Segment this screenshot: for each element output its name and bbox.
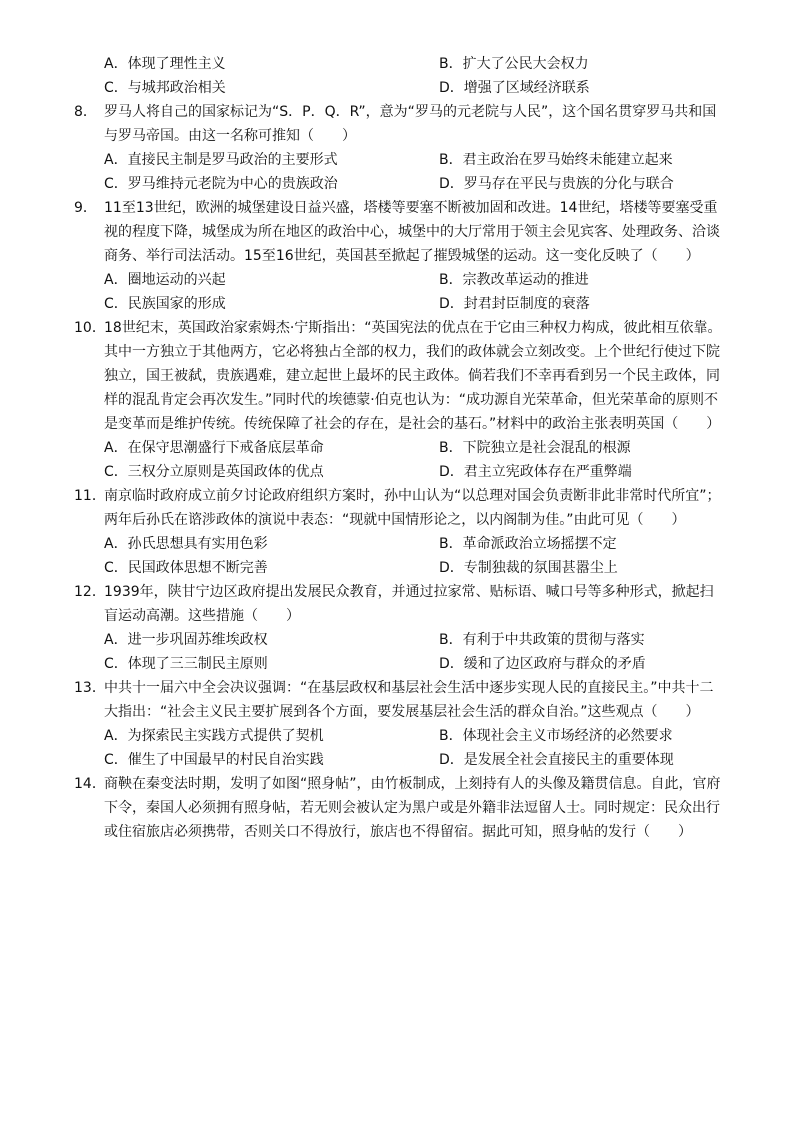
question-stem — [74, 196, 722, 268]
answer-option[interactable]: B．君主政治在罗马始终未能建立起来 — [439, 152, 673, 168]
answer-option[interactable]: D．罗马存在平民与贵族的分化与联合 — [439, 176, 674, 192]
question-item — [74, 100, 722, 196]
answer-options — [74, 532, 722, 580]
answer-option[interactable]: D．专制独裁的氛围甚嚣尘上 — [439, 560, 618, 576]
question-stem — [74, 772, 722, 844]
option-a[interactable]: A．体现了理性主义 — [104, 56, 226, 72]
answer-options — [74, 628, 722, 676]
answer-option[interactable]: C．罗马维持元老院为中心的贵族政治 — [104, 176, 338, 192]
answer-option[interactable]: D．缓和了边区政府与群众的矛盾 — [439, 656, 646, 672]
answer-option[interactable]: D．封君封臣制度的衰落 — [439, 296, 590, 312]
answer-option[interactable]: D．君主立宪政体存在严重弊端 — [439, 464, 632, 480]
answer-option[interactable]: B．下院独立是社会混乱的根源 — [439, 440, 631, 456]
question-text: 18世纪末，英国政治家索姆杰·宁斯指出：“英国宪法的优点在于它由三种权力构成，彼此相互依靠。其中一方独立于其他两方，它必将独占全部的权力，我们的政体就会立刻改变。上个世纪行使过下院独立，国王被弑，贵族遇难，建立起世上最坏的民主政体。倘若我们不幸再看到另一个民主政体，同样的混乱肯定会再次发生。”同时代的埃德蒙·伯克也认为：“成功源自光荣革命，但光荣革命的原则不是变革而是维护传统。传统保障了社会的存在，是社会的基石。”材料中的政治主张表明英国（ ） — [104, 320, 722, 432]
answer-option[interactable]: C．体现了三三制民主原则 — [104, 656, 268, 672]
answer-option[interactable]: A．在保守思潮盛行下戒备底层革命 — [104, 440, 324, 456]
answer-option[interactable]: C．民族国家的形成 — [104, 296, 226, 312]
answer-options — [74, 724, 722, 772]
answer-options — [74, 436, 722, 484]
question-text: 中共十一届六中全会决议强调：“在基层政权和基层社会生活中逐步实现人民的直接民主。”中共十二大指出：“社会主义民主要扩展到各个方面，要发展基层社会生活的群众自治。”这些观点（ ） — [104, 680, 714, 720]
answer-options — [74, 148, 722, 196]
answer-option[interactable]: A．进一步巩固苏维埃政权 — [104, 632, 268, 648]
answer-option[interactable]: B．有利于中共政策的贯彻与落实 — [439, 632, 645, 648]
answer-option[interactable]: D．是发展全社会直接民主的重要体现 — [439, 752, 674, 768]
answer-options — [74, 268, 722, 316]
question-item — [74, 484, 722, 580]
question-number: 8． — [74, 104, 97, 120]
question-number: 11． — [74, 488, 106, 504]
question-number: 10． — [74, 320, 106, 336]
answer-option[interactable]: B．体现社会主义市场经济的必然要求 — [439, 728, 673, 744]
question-stem — [74, 580, 722, 628]
answer-option[interactable]: B．宗教改革运动的推进 — [439, 272, 589, 288]
question-text: 1939年，陕甘宁边区政府提出发展民众教育，并通过拉家常、贴标语、喊口号等多种形式，掀起扫盲运动高潮。这些措施（ ） — [104, 584, 714, 624]
answer-option[interactable]: A．为探索民主实践方式提供了契机 — [104, 728, 324, 744]
option-c[interactable]: C．与城邦政治相关 — [104, 80, 226, 96]
question-item — [74, 316, 722, 484]
question-stem — [74, 676, 722, 724]
answer-option[interactable]: C．民国政体思想不断完善 — [104, 560, 268, 576]
question-stem — [74, 100, 722, 148]
question-number: 14． — [74, 776, 106, 792]
answer-option[interactable]: C．三权分立原则是英国政体的优点 — [104, 464, 324, 480]
answer-option[interactable]: A．直接民主制是罗马政治的主要形式 — [104, 152, 338, 168]
question-number: 12． — [74, 584, 106, 600]
question-item — [74, 580, 722, 676]
question-item — [74, 196, 722, 316]
question-text: 11至13世纪，欧洲的城堡建设日益兴盛，塔楼等要塞不断被加固和改进。14世纪，塔楼等要塞受重视的程度下降，城堡成为所在地区的政治中心，城堡中的大厅常用于领主会见宾客、处理政务、洽谈商务、举行司法活动。15至16世纪，英国甚至掀起了摧毁城堡的运动。这一变化反映了（ ） — [104, 200, 720, 264]
answer-option[interactable]: C．催生了中国最早的村民自治实践 — [104, 752, 324, 768]
question-item — [74, 676, 722, 772]
answer-option[interactable]: A．圈地运动的兴起 — [104, 272, 226, 288]
question-text: 罗马人将自己的国家标记为“S．P．Q．R”，意为“罗马的元老院与人民”，这个国名贯穿罗马共和国与罗马帝国。由这一名称可推知（ ） — [104, 104, 717, 144]
answer-option[interactable]: A．孙氏思想具有实用色彩 — [104, 536, 268, 552]
previous-question-options — [104, 52, 744, 100]
question-text: 南京临时政府成立前夕讨论政府组织方案时，孙中山认为“以总理对国会负责断非此非常时代所宜”；两年后孙氏在谘涉政体的演说中表态：“现就中国情形论之，以内阁制为佳。”由此可见（ ） — [104, 488, 721, 528]
option-b[interactable]: B．扩大了公民大会权力 — [439, 56, 589, 72]
question-number: 13． — [74, 680, 106, 696]
option-d[interactable]: D．增强了区域经济联系 — [439, 80, 590, 96]
answer-option[interactable]: B．革命派政治立场摇摆不定 — [439, 536, 617, 552]
question-number: 9． — [74, 200, 97, 216]
question-text: 商鞅在秦变法时期，发明了如图“照身帖”，由竹板制成，上刻持有人的头像及籍贯信息。自此，官府下令，秦国人必须拥有照身帖，若无则会被认定为黑户或是外籍非法逗留人士。同时规定：民众出行或住宿旅店必须携带，否则关口不得放行，旅店也不得留宿。据此可知，照身帖的发行（ ） — [104, 776, 721, 840]
question-item — [74, 772, 722, 844]
question-stem — [74, 484, 722, 532]
question-stem — [74, 316, 722, 436]
question-list — [0, 100, 794, 844]
